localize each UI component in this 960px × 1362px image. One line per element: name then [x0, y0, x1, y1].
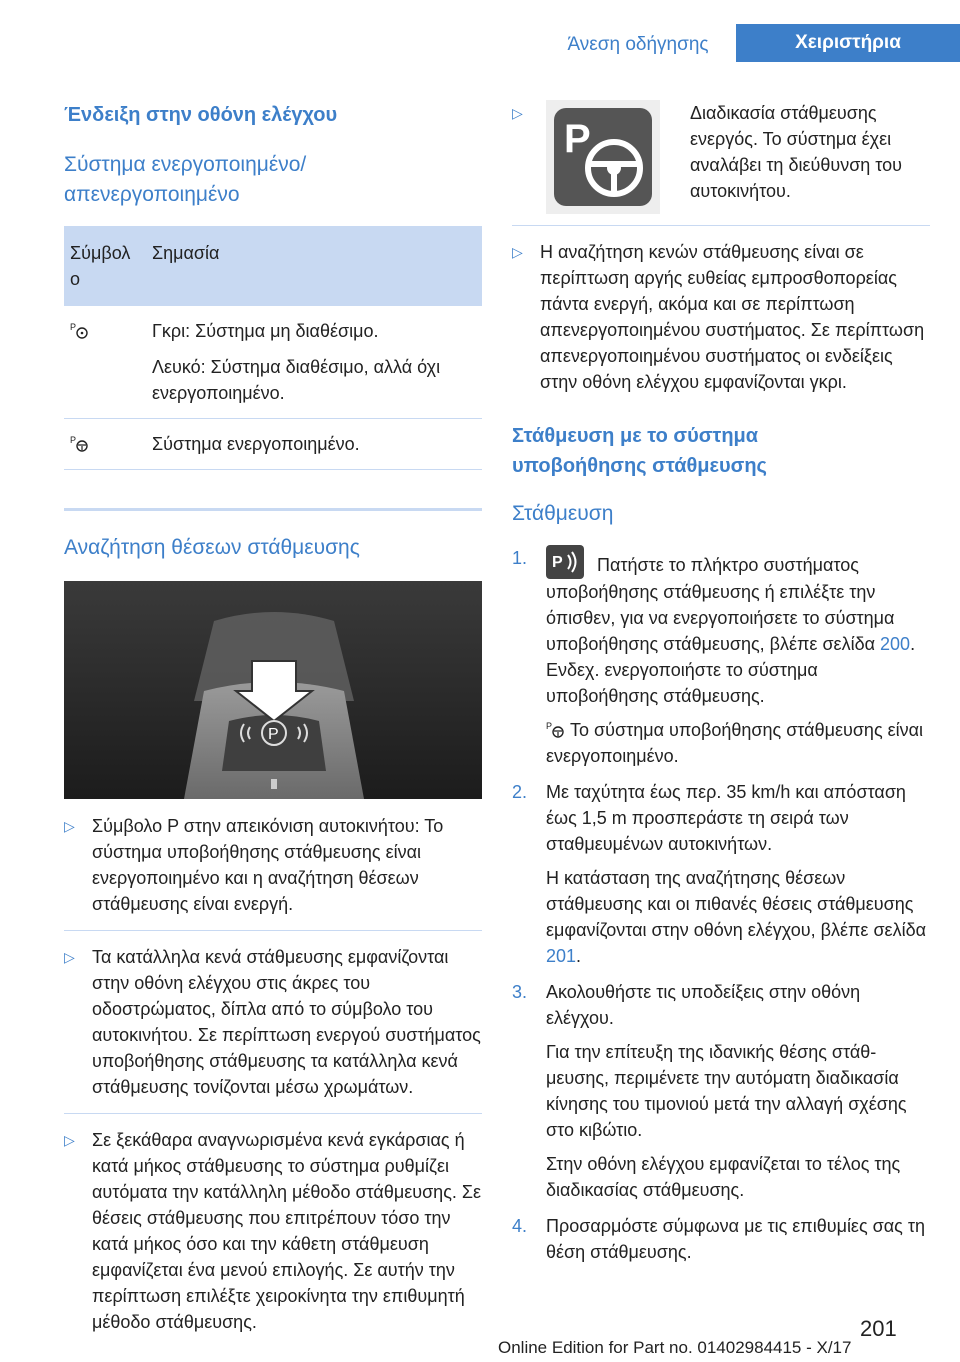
row1-gray-text: Γκρι: Σύστημα μη διαθέσιμο.: [152, 321, 379, 341]
row2-text: Σύστημα ενεργοποιημένο.: [146, 419, 482, 470]
heading-search-spaces: Αναζήτηση θέσεων στάθμευσης: [64, 536, 360, 559]
edition-note: Online Edition for Part no. 01402984415 - X/17: [498, 1338, 852, 1357]
svg-text:P: P: [70, 435, 77, 445]
parking-button-icon: [546, 545, 584, 579]
parking-assist-on-icon: [546, 719, 564, 737]
triangle-bullet-icon: ▷: [512, 105, 523, 121]
parking-search-photo: [64, 581, 482, 799]
list-item: ▷ Τα κατάλληλα κενά στάθμευσης εμφανίζονται στην οθόνη ελέγχου στις άκρες του οδοστρώματος, δίπλα από το σύμβολο του αυτοκινήτου. Σε περίπτωση ενεργού συστήματος υποβοήθησης στάθμευσης τα κατάλληλα κενά στάθμευσης τονίζονται μέσω χρωμάτων.: [64, 944, 482, 1114]
section-divider: [64, 508, 482, 511]
heading-system-state: Σύστημα ενεργοποιημένο/ απενεργοποιημένο: [64, 153, 307, 206]
col-meaning-header: Σημασία: [146, 226, 482, 306]
list-item: [512, 100, 930, 226]
col-symbol-header: Σύμβολο: [64, 226, 146, 306]
table-row: [64, 419, 482, 470]
search-bullet-list: [64, 813, 482, 1348]
header: [0, 0, 960, 62]
heading-display: Ένδειξη στην οθόνη ελέγχου: [64, 104, 338, 126]
tab-current[interactable]: Χειριστήρια: [736, 24, 960, 62]
triangle-bullet-icon: ▷: [64, 818, 75, 834]
svg-text:P: P: [546, 721, 553, 731]
list-item: ▷ Σε ξεκάθαρα αναγνωρισμένα κενά εγκάρσιας ή κατά μήκος στάθμευσης το σύστημα ρυθμίζει αυτόματα την κατάλληλη μέθοδο στάθμευσης. Σε θέσεις στάθμευσης που επιτρέπουν τόσο την κατά μήκος όσο και την κάθετη στάθμευση εμφανίζεται ένα μενού επιλογής. Σε αυτήν την περίπτωση επιλέξτε χειροκίνητα την επιθυμητή μέθοδο στάθμευσης.: [64, 1127, 482, 1348]
list-item: ▷ Σύμβολο P στην απεικόνιση αυτοκινήτου: Το σύστημα υποβοήθησης στάθμευσης είναι ενεργοποιημένο και η αναζήτηση θέσεων στάθμευσης είναι ενεργή.: [64, 813, 482, 931]
photo-p-label: P: [268, 726, 279, 743]
svg-text:P: P: [564, 117, 591, 161]
parking-active-icon: [546, 100, 660, 214]
symbol-table: [64, 226, 482, 470]
list-item: 1. P Πατήστε το πλήκτρο συστήματος υποβοήθησης στάθμευσης ή επιλέξτε την όπισθεν, για να ενεργοποιήσετε το σύστημα υποβοήθησης στάθμευσης, βλέπε σελίδα 200. Ενδεχ. ενεργοποιήστε το σύστημα υποβοήθησης στάθμευσης. P Το σύστημα υποβοήθησης στάθμευσης είναι ενεργοποιημένο.: [512, 545, 930, 769]
heading-parking: Στάθμευση: [512, 502, 614, 525]
heading-park-with-assist: Στάθμευση με το σύστημα υποβοήθησης στάθμευσης: [512, 425, 767, 477]
list-item: 2. Με ταχύτητα έως περ. 35 km/h και απόσταση έως 1,5 m προσπεράστε τη σειρά των σταθμευμένων αυτοκινήτων. Η κατάσταση της αναζήτησης θέσεων στάθμευσης και οι πιθανές θέσεις στάθμευσης εμφανίζονται στην οθόνη ελέγχου, βλέπε σελίδα 201.: [512, 782, 927, 966]
svg-text:P: P: [552, 554, 563, 571]
triangle-bullet-icon: ▷: [512, 244, 523, 260]
parking-assist-off-icon: [70, 320, 88, 338]
list-item: ▷ Η αναζήτηση κενών στάθμευσης είναι σε περίπτωση αργής ευθείας εμπροσθοπορείας πάντα ενεργή, ακόμα και σε περίπτωση απενεργοποιημένου συστήματος. Σε περίπτωση απενεργοποιημένου συστήματος οι ενδείξεις στην οθόνη ελέγχου εμφανίζονται γκρι.: [512, 239, 930, 408]
page-number: 201: [860, 1316, 897, 1341]
row1-white-text: Λευκό: Σύστημα διαθέσιμο, αλλά όχι ενεργοποιημένο.: [152, 357, 441, 403]
list-item: 4. Προσαρμόστε σύμφωνα με τις επιθυμίες σας τη θέση στάθμευσης.: [512, 1216, 925, 1262]
table-row: [64, 306, 482, 419]
page-link-201[interactable]: 201: [546, 946, 577, 966]
parking-active-text: Διαδικασία στάθμευσης ενεργός. Το σύστημα έχει αναλάβει τη διεύθυνση του αυτοκινήτου.: [690, 103, 903, 201]
page-link-200[interactable]: 200: [880, 634, 911, 654]
tab-section[interactable]: Άνεση οδήγησης: [567, 34, 709, 55]
status-bullet-list: [512, 100, 930, 408]
triangle-bullet-icon: ▷: [64, 949, 75, 965]
right-column: [512, 100, 930, 1275]
left-column: [64, 100, 482, 1361]
svg-text:P: P: [70, 322, 77, 332]
triangle-bullet-icon: ▷: [64, 1132, 75, 1148]
parking-steps: [512, 545, 930, 1265]
list-item: 3. Ακολουθήστε τις υποδείξεις στην οθόνη ελέγχου. Για την επίτευξη της ιδανικής θέσης στάθμευσης, περιμένετε την αυτόματη διαδικασία κίνησης του τιμονιού μετά την αλλαγή σχέσης στο κιβώτιο. Στην οθόνη ελέγχου εμφανίζεται το τέλος της διαδικασίας στάθμευσης.: [512, 982, 907, 1200]
parking-assist-on-icon: [70, 433, 88, 451]
